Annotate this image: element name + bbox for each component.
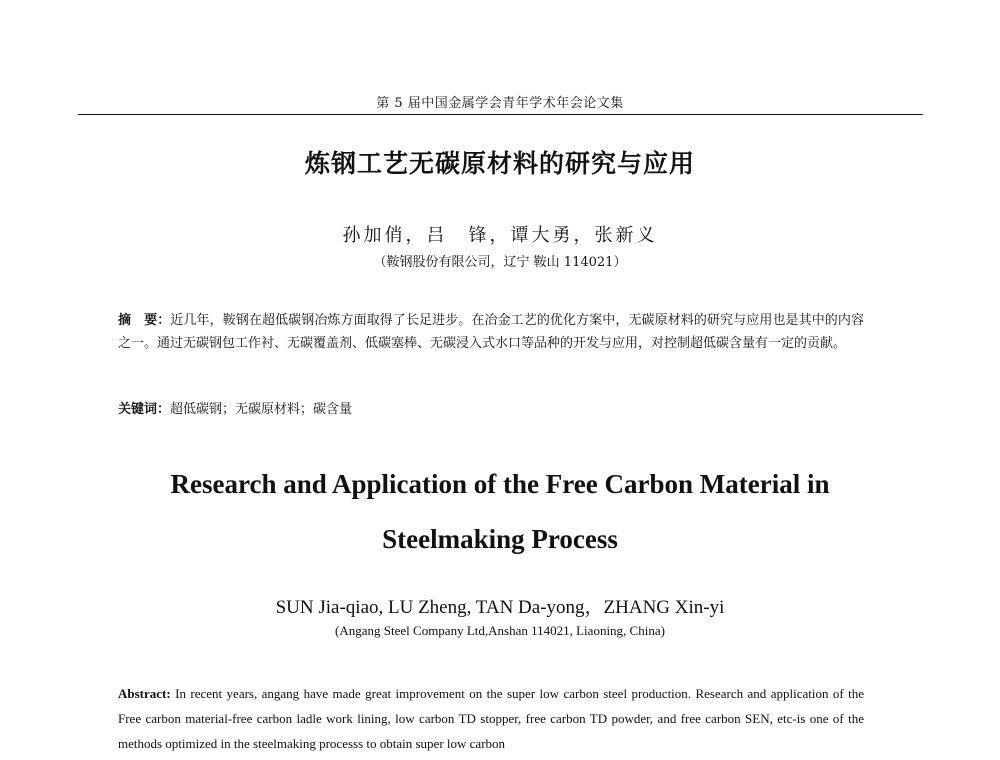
english-title-line1: Research and Application of the Free Carbon Material in (170, 469, 830, 499)
english-authors: SUN Jia-qiao, LU Zheng, TAN Da-yong，ZHANG Xin-yi (275, 597, 725, 618)
header-rule (78, 114, 923, 115)
chinese-title: 炼钢工艺无碳原材料的研究与应用 (304, 149, 695, 178)
chinese-abstract-label: 摘 要： (118, 313, 171, 328)
chinese-abstract-text: 近几年，鞍钢在超低碳钢冶炼方面取得了长足进步。在冶金工艺的优化方案中，无碳原材料的研究与应用也是其中的内容之一。通过无碳钢包工作衬、无碳覆盖剂、低碳塞棒、无碳浸入式水口等品种的开发与应用，对控制超低碳含量有一定的贡献。 (118, 313, 864, 351)
english-abstract-label: Abstract: (118, 686, 171, 701)
english-affiliation: (Angang Steel Company Ltd,Anshan 114021, Liaoning, China) (335, 623, 665, 638)
english-abstract-text: In recent years, angang have made great improvement on the super low carbon steel production. Research and application of the Free carbon material-free carbon ladle work lining, low carbon TD stopper, free carbon TD powder, and free carbon SEN, etc-is one of the methods optimized in the steelmaking processs to obtain super low carbon (118, 686, 864, 751)
english-title (90, 457, 910, 567)
running-header: 第 5 届中国金属学会青年学术年会论文集 (376, 96, 624, 111)
chinese-keywords-label: 关键词： (118, 402, 171, 417)
chinese-keywords-text: 超低碳钢；无碳原材料；碳含量 (170, 402, 353, 417)
chinese-affiliation: （鞍钢股份有限公司，辽宁 鞍山 114021） (373, 255, 627, 270)
english-abstract (118, 681, 864, 756)
chinese-authors: 孙加俏，吕 锋，谭大勇，张新义 (342, 225, 658, 246)
english-title-line2: Steelmaking Process (382, 524, 618, 554)
chinese-abstract (118, 309, 864, 355)
chinese-keywords (118, 398, 864, 417)
